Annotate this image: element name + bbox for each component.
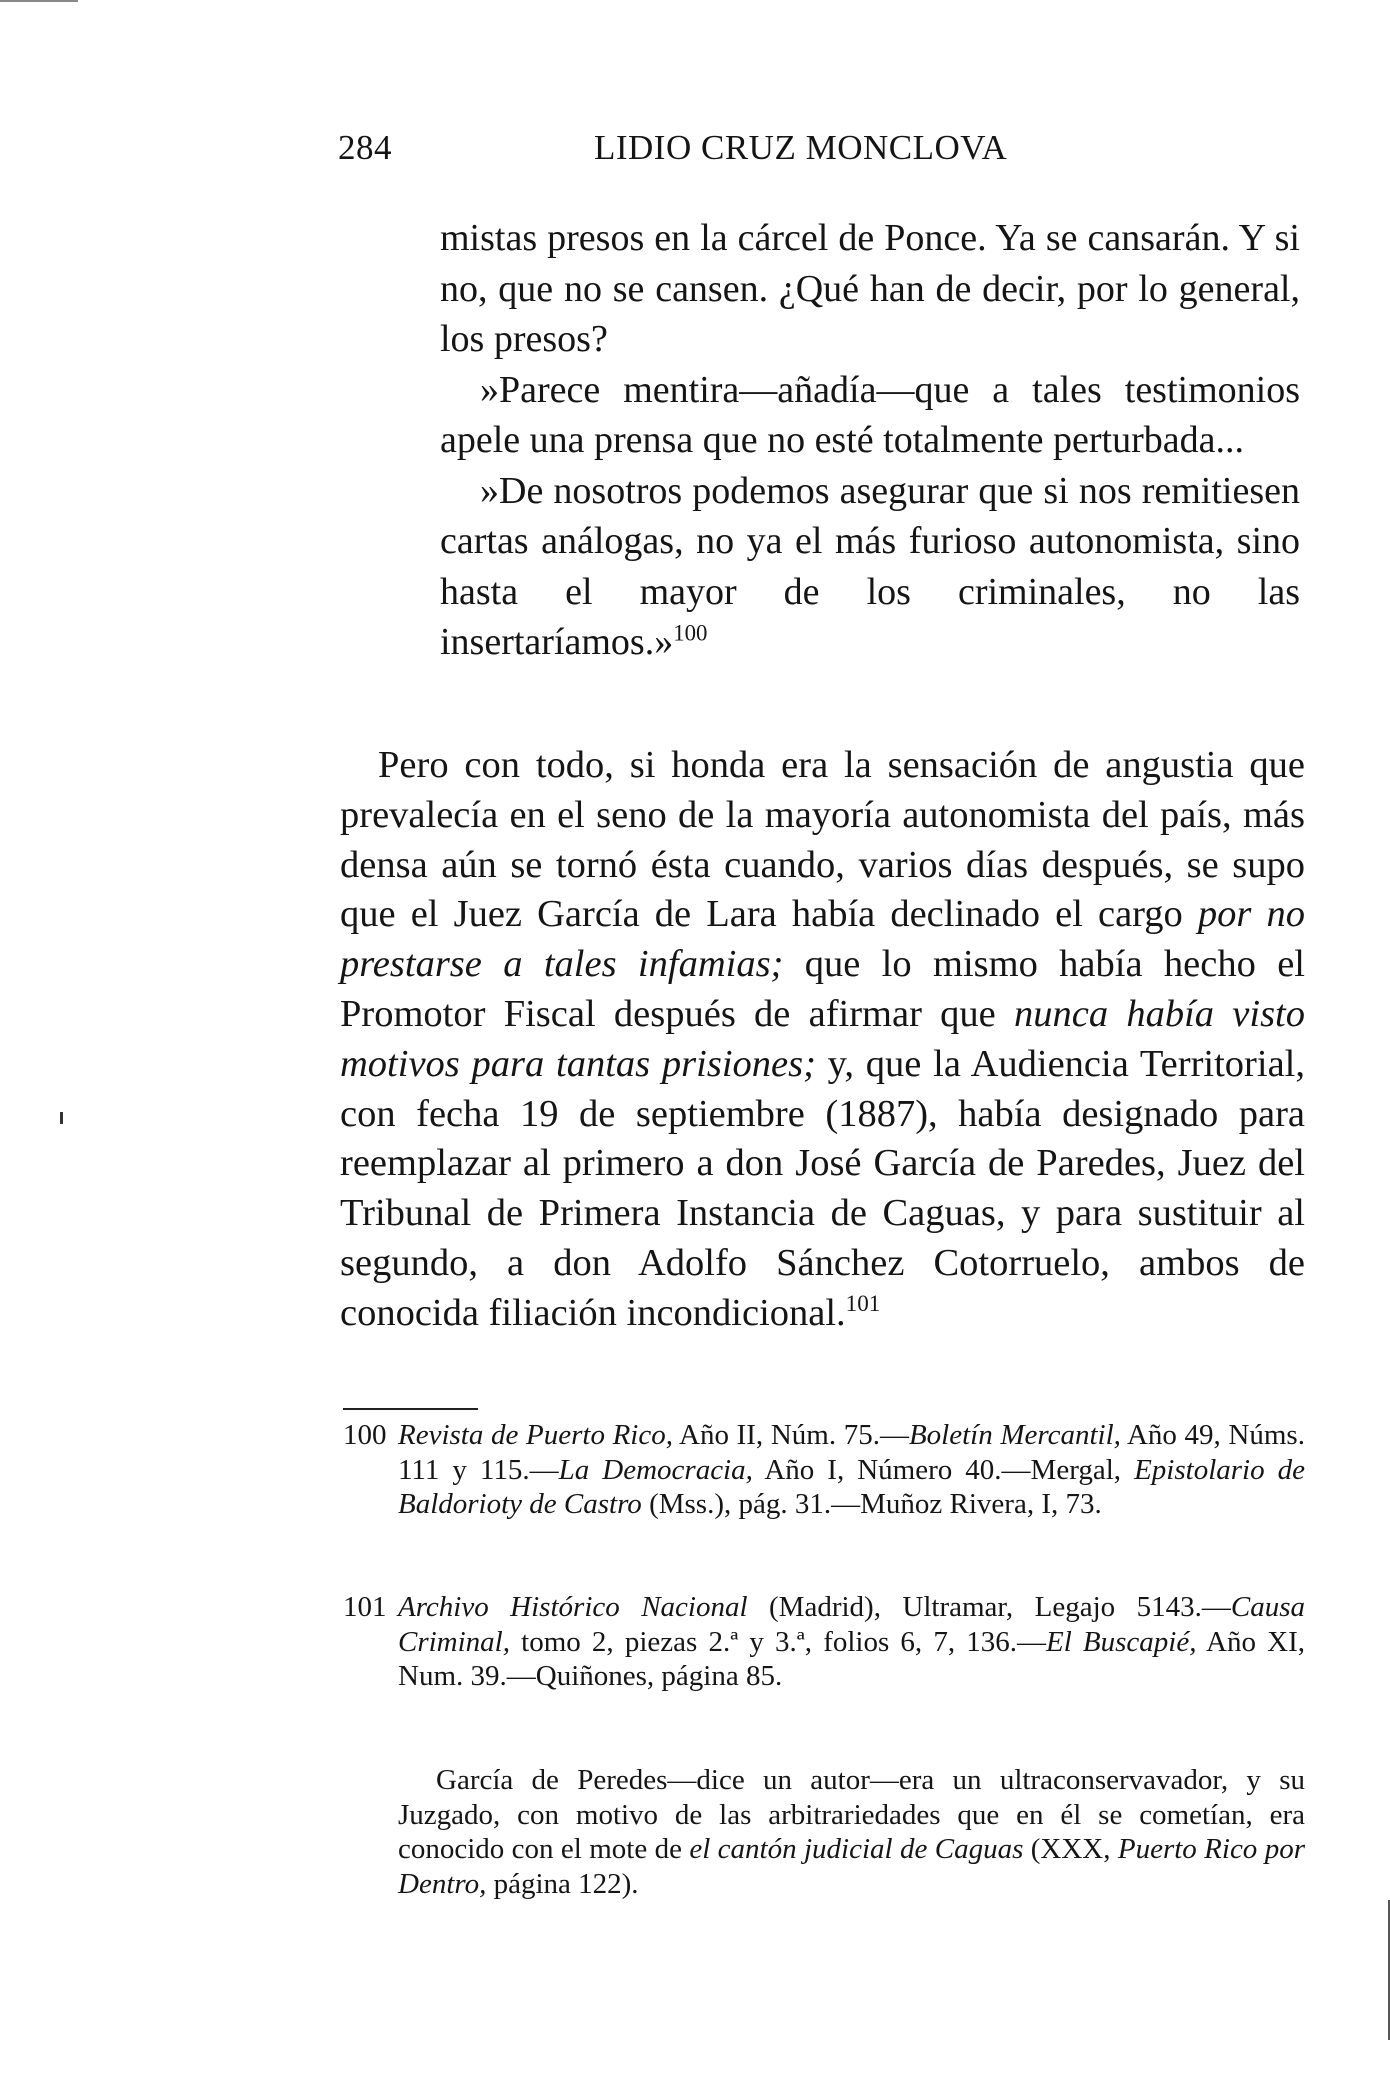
fn-text: Año 49, Núms. 111 y 115.— <box>398 1419 1305 1486</box>
fn-italic: Revista de Puerto Rico, <box>398 1419 673 1451</box>
running-title: LIDIO CRUZ MONCLOVA <box>594 128 1008 167</box>
footnote-100 <box>343 1418 1305 1522</box>
fn-italic: Boletín Mercantil, <box>908 1419 1121 1451</box>
quote-paragraph-1: mistas presos en la cárcel de Ponce. Ya se cansarán. Y si no, que no se cansen. ¿Qué han de decir, por lo general, los presos? <box>440 217 1300 360</box>
quote-paragraph-3-text: »De nosotros podemos asegurar que si nos remitiesen cartas análogas, no ya el más furioso autonomista, sino hasta el mayor de los criminales, no las insertaríamos.» <box>440 469 1300 663</box>
body-text-2: que lo mismo había hecho el Promotor Fiscal después de afirmar que <box>340 943 1305 1035</box>
fn-text: (Madrid), Ultramar, Legajo 5143.— <box>747 1591 1231 1623</box>
fn-text: página 122). <box>486 1867 639 1900</box>
fn-text: tomo 2, piezas 2.ª y 3.ª, folios 6, 7, 136.— <box>510 1625 1046 1658</box>
fn-text: Año II, Núm. 75.— <box>672 1419 909 1451</box>
fn-text: (Mss.), pág. 31.—Muñoz Rivera, I, 73. <box>641 1488 1102 1520</box>
fn-italic: Epistolario de Baldorioty de Castro <box>398 1453 1306 1520</box>
quote-paragraph-2: »Parece mentira—añadía—que a tales testimonios apele una prensa que no esté totalmente perturbada... <box>440 368 1300 461</box>
footnote-ref-101: 101 <box>845 1289 881 1316</box>
block-quote <box>440 213 1300 668</box>
body-paragraph <box>340 741 1305 1339</box>
fn-text: (XXX, <box>1023 1833 1118 1865</box>
body-text-3: y, que la Audiencia Territorial, con fecha 19 de septiembre (1887), había designado para reemplazar al primero a don José García de Paredes, Juez del Tribunal de Primera Instancia de Caguas, y para sustituir al segundo, a don Adolfo Sánchez Cotorruelo, ambos de conocida filiación incondicional. <box>340 1042 1305 1334</box>
fn-text: García de Peredes—dice un autor—era un ultraconservavador, y su Juzgado, con motivo de las arbitrariedades que en él se cometían, era conocido con el mote de <box>398 1764 1305 1865</box>
margin-mark <box>60 1112 63 1124</box>
fn-italic: Causa Criminal, <box>398 1591 1305 1658</box>
body-text <box>340 741 1305 1339</box>
fn-text: Año I, Número 40.—Mergal, <box>752 1453 1135 1486</box>
footnote-101 <box>343 1590 1305 1694</box>
footnote-text <box>398 1763 1305 1901</box>
running-header <box>338 128 1282 176</box>
footnote-number: 101 <box>343 1591 387 1623</box>
fn-italic: El Buscapié, <box>1045 1625 1197 1658</box>
fn-text: Año XI, Num. 39.—Quiñones, página 85. <box>398 1625 1305 1692</box>
footnote-101-continuation <box>343 1763 1305 1901</box>
fn-italic: Puerto Rico por Dentro, <box>398 1833 1305 1900</box>
footnote-text <box>398 1418 1305 1522</box>
body-italic-1: por no prestarse a tales infamias; <box>340 893 1305 986</box>
body-italic-2: nunca había visto motivos para tantas prisiones; <box>340 992 1305 1085</box>
fn-italic: el cantón judicial de Caguas <box>689 1833 1024 1865</box>
footnote-separator <box>343 1408 478 1410</box>
body-text-1: Pero con todo, si honda era la sensación de angustia que prevalecía en el seno de la mayoría autonomista del país, más densa aún se tornó ésta cuando, varios días después, se supo que el Juez García de Lara había declinado el cargo <box>340 744 1305 936</box>
quote-paragraph-3 <box>440 466 1300 668</box>
fn-italic: Archivo Histórico Nacional <box>398 1591 748 1623</box>
scan-edge-mark <box>0 0 78 2</box>
footnote-text <box>398 1590 1305 1694</box>
page-number: 284 <box>338 128 392 167</box>
footnote-ref-100: 100 <box>673 620 708 646</box>
fn-italic: La Democracia, <box>558 1453 753 1486</box>
footnote-number: 100 <box>343 1419 387 1451</box>
